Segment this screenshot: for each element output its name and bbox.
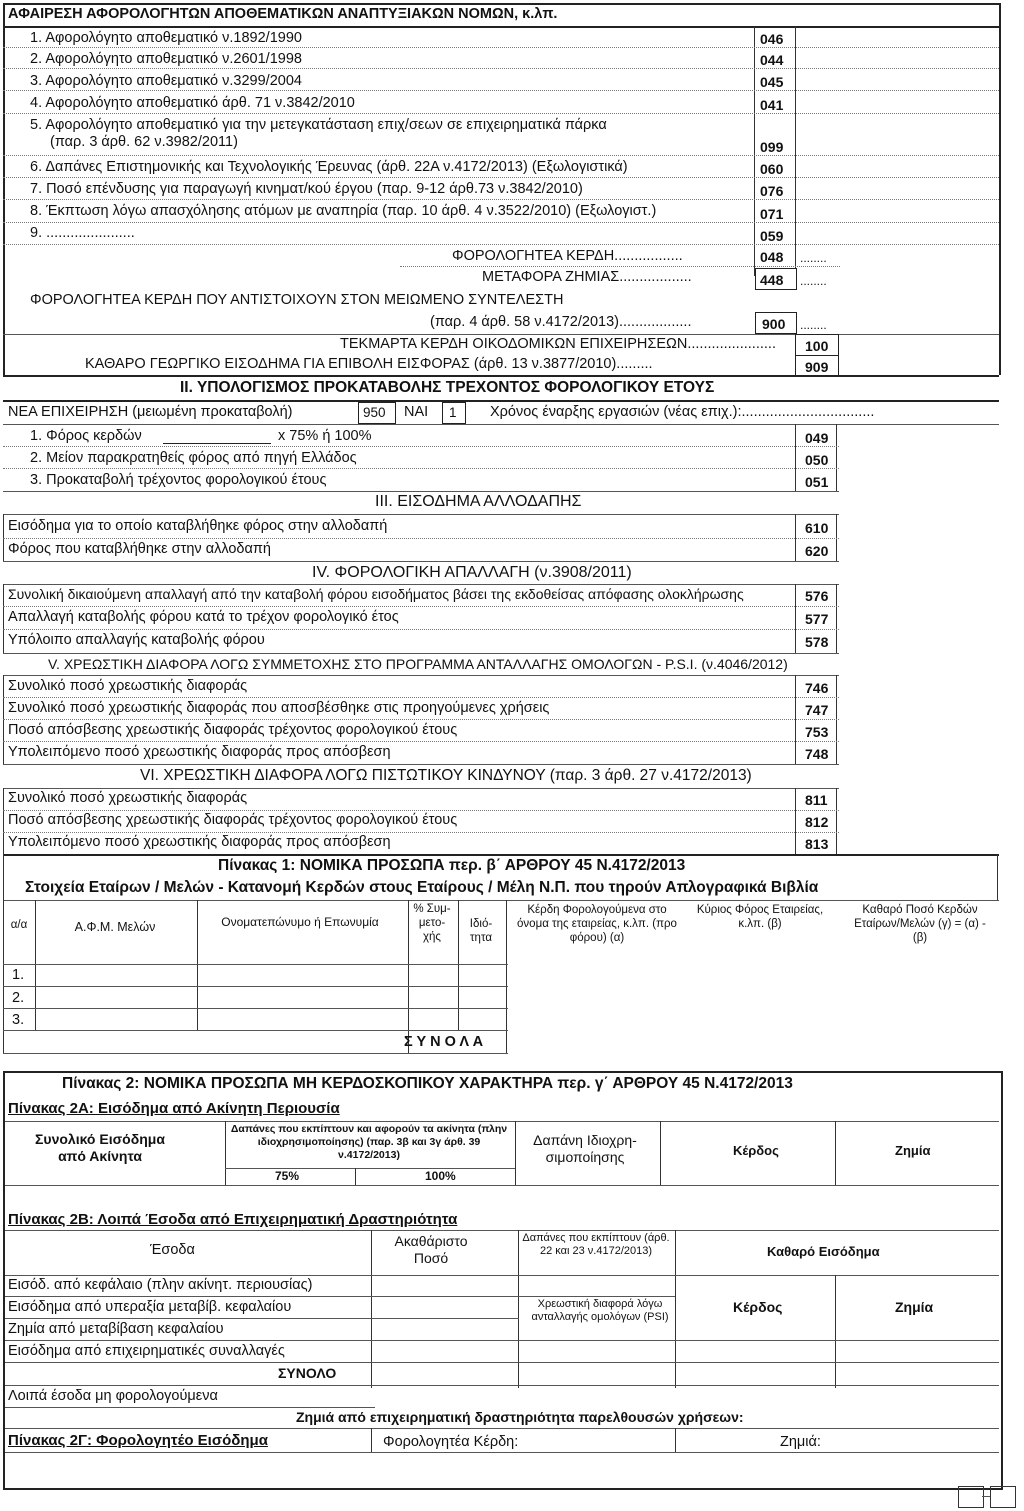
- reserve-row-3299: 3. Αφορολόγητο αποθεματικό ν.3299/2004: [30, 73, 302, 89]
- table2b-total: ΣΥΝΟΛΟ: [278, 1365, 337, 1381]
- col-name: Ονοματεπώνυμο ή Επωνυμία: [221, 915, 379, 929]
- code-577: 577: [805, 611, 829, 627]
- table2b-loss: Ζημία: [895, 1299, 934, 1315]
- reserve-row-relocation-ref: (παρ. 3 άρθ. 62 ν.3982/2011): [50, 134, 238, 150]
- credit-current-row: Ποσό απόσβεσης χρεωστικής διαφοράς τρέχοντος φορολογικού έτους: [8, 812, 458, 828]
- table2b-prev-loss: Ζημιά από επιχειρηματική δραστηριότητα παρελθουσών χρήσεων:: [296, 1409, 744, 1425]
- table2b-gross: Ακαθάριστο Ποσό: [394, 1233, 468, 1267]
- table2b-psi: Χρεωστική διαφορά λόγω ανταλλαγής ομολόγων (PSI): [531, 1298, 669, 1324]
- code-071: 071: [760, 206, 784, 222]
- code-812: 812: [805, 814, 829, 830]
- section-ii-title: ΙΙ. ΥΠΟΛΟΓΙΣΜΟΣ ΠΡΟΚΑΤΑΒΟΛΗΣ ΤΡΕΧΟΝΤΟΣ ΦΟΡΟΛΟΓΙΚΟΥ ΕΤΟΥΣ: [180, 379, 715, 396]
- foreign-tax-row: Φόρος που καταβλήθηκε στην αλλοδαπή: [8, 541, 271, 557]
- profit-tax-rate: x 75% ή 100%: [278, 428, 372, 444]
- col-profits: Κέρδη Φορολογούμενα στο όνομα της εταιρείας, κ.λπ. (προ φόρου) (α): [517, 904, 677, 945]
- code-610: 610: [805, 520, 829, 536]
- reduced-rate-ref: (παρ. 4 άρθ. 58 ν.4172/2013)..................: [430, 314, 692, 330]
- code-059: 059: [760, 228, 784, 244]
- table2b-row-capital-loss: Ζημία από μεταβίβαση κεφαλαίου: [8, 1321, 224, 1337]
- table2b-row-capital-gain: Εισόδημα από υπεραξία μεταβίβ. κεφαλαίου: [8, 1299, 292, 1315]
- code-099: 099: [760, 139, 784, 155]
- table2b-net: Καθαρό Εισόδημα: [767, 1244, 880, 1259]
- table2b-income: Έσοδα: [150, 1242, 195, 1258]
- disability-deduction-row: 8. Έκπτωση λόγω απασχόλησης ατόμων με αναπηρία (παρ. 10 άρθ. 4 ν.3522/2010) (Εξωλογιστ.): [30, 203, 657, 219]
- table1-row-2: 2.: [12, 990, 25, 1006]
- table2b-row-capital: Εισόδ. από κεφάλαιο (πλην ακίνητ. περιουσίας): [8, 1277, 313, 1293]
- table2c-taxable: Φορολογητέα Κέρδη:: [383, 1434, 519, 1450]
- code-049: 049: [805, 430, 829, 446]
- current-exemption-row: Απαλλαγή καταβολής φόρου κατά το τρέχον φορολογικό έτος: [8, 609, 399, 625]
- col-pct: % Συμ-μετο-χής: [413, 903, 451, 944]
- reserve-row-3842: 4. Αφορολόγητο αποθεματικό άρθ. 71 ν.3842/2010: [30, 95, 355, 111]
- start-year-label: Χρόνος έναρξης εργασιών (νέας επιχ.):.................................: [490, 404, 875, 420]
- code-050: 050: [805, 452, 829, 468]
- table1-title: Πίνακας 1: ΝΟΜΙΚΑ ΠΡΟΣΩΠΑ περ. β΄ ΑΡΘΡΟΥ 45 Ν.4172/2013: [218, 857, 686, 874]
- code-747: 747: [805, 702, 829, 718]
- table2b-title: Πίνακας 2Β: Λοιπά Έσοδα από Επιχειρηματική Δραστηριότητα: [8, 1211, 458, 1228]
- table2-title: Πίνακας 2: ΝΟΜΙΚΑ ΠΡΟΣΩΠΑ ΜΗ ΚΕΡΔΟΣΚΟΠΙΚΟΥ ΧΑΡΑΚΤΗΡΑ περ. γ΄ ΑΡΘΡΟΥ 45 Ν.4172/2013: [62, 1075, 793, 1092]
- new-business-label: ΝΕΑ ΕΠΙΧΕΙΡΗΣΗ (μειωμένη προκαταβολή): [8, 404, 293, 420]
- yes-value: 1: [449, 405, 457, 420]
- code-748: 748: [805, 746, 829, 762]
- dots-900: ........: [800, 318, 827, 332]
- reserve-row-2601: 2. Αφορολόγητο αποθεματικό ν.2601/1998: [30, 51, 302, 67]
- code-100: 100: [805, 338, 829, 354]
- credit-total-row: Συνολικό ποσό χρεωστικής διαφοράς: [8, 790, 248, 806]
- table1-row-3: 3.: [12, 1012, 25, 1028]
- col-afm: Α.Φ.Μ. Μελών: [74, 920, 156, 934]
- psi-current-row: Ποσό απόσβεσης χρεωστικής διαφοράς τρέχοντος φορολογικού έτους: [8, 722, 458, 738]
- table2b-other: Λοιπά έσοδα μη φορολογούμενα: [8, 1388, 218, 1404]
- code-576: 576: [805, 588, 829, 604]
- psi-prev-row: Συνολικό ποσό χρεωστικής διαφοράς που αποσβέσθηκε στις προηγούμενες χρήσεις: [8, 700, 550, 716]
- credit-remaining-row: Υπολειπόμενο ποσό χρεωστικής διαφοράς προς απόσβεση: [8, 834, 391, 850]
- table2a-total-income: Συνολικό Εισόδημα από Ακίνητα: [35, 1131, 165, 1165]
- page-mark-box-right: [990, 1486, 1016, 1508]
- table2a-loss: Ζημία: [895, 1143, 931, 1158]
- taxable-profits-label: ΦΟΡΟΛΟΓΗΤΕΑ ΚΕΡΔΗ.................: [452, 248, 683, 264]
- table2a-own-use: Δαπάνη Ιδιοχρη-σιμοποίησης: [533, 1132, 637, 1166]
- col-own: Ιδιό-τητα: [469, 918, 493, 945]
- code-076: 076: [760, 183, 784, 199]
- table2a-75: 75%: [275, 1169, 300, 1183]
- table2b-profit: Κέρδος: [733, 1299, 783, 1315]
- code-060: 060: [760, 161, 784, 177]
- table2b-row-business: Εισόδημα από επιχειρηματικές συναλλαγές: [8, 1343, 285, 1359]
- table2c-loss: Ζημιά:: [780, 1434, 821, 1450]
- film-investment-row: 7. Ποσό επένδυσης για παραγωγή κινηματ/κού έργου (παρ. 9-12 άρθ.73 ν.3842/2010): [30, 181, 583, 197]
- code-620: 620: [805, 543, 829, 559]
- table2b-deductible: Δαπάνες που εκπίπτουν (άρθ. 22 και 23 ν.4172/2013): [522, 1232, 670, 1258]
- dots-448: ........: [800, 274, 827, 288]
- psi-total-row: Συνολικό ποσό χρεωστικής διαφοράς: [8, 678, 248, 694]
- loss-carryforward-label: ΜΕΤΑΦΟΡΑ ΖΗΜΙΑΣ..................: [482, 269, 692, 285]
- remaining-exemption-row: Υπόλοιπο απαλλαγής καταβολής φόρου: [8, 632, 265, 648]
- profit-tax-row: 1. Φόρος κερδών: [30, 428, 142, 444]
- dots-048: ........: [800, 251, 827, 265]
- page-mark-link: [982, 1496, 990, 1497]
- section-vi-title: VI. ΧΡΕΩΣΤΙΚΗ ΔΙΑΦΟΡΑ ΛΟΓΩ ΠΙΣΤΩΤΙΚΟΥ ΚΙΝΔΥΝΟΥ (παρ. 3 άρθ. 27 ν.4172/2013): [140, 767, 752, 784]
- code-048: 048: [760, 249, 784, 265]
- table1-totals: Σ Υ Ν Ο Λ Α: [404, 1034, 484, 1050]
- code-448: 448: [760, 272, 784, 288]
- table2a-deductible: Δαπάνες που εκπίπτουν και αφορούν τα ακίνητα (πλην ιδιοχρησιμοποίησης) (παρ. 3β και 3γ άρθ. 39 ν.4172/2013): [230, 1123, 508, 1161]
- reserve-row-relocation: 5. Αφορολόγητο αποθεματικό για την μετεγκατάσταση επιχ/σεων σε επιχειρηματικά πάρκα: [30, 117, 607, 133]
- code-813: 813: [805, 836, 829, 852]
- col-tax: Κύριος Φόρος Εταιρείας, κ.λπ. (β): [696, 904, 824, 931]
- agri-income-label: ΚΑΘΑΡΟ ΓΕΩΡΓΙΚΟ ΕΙΣΟΔΗΜΑ ΓΙΑ ΕΠΙΒΟΛΗ ΕΙΣΦΟΡΑΣ (άρθ. 13 ν.3877/2010).........: [85, 356, 653, 372]
- code-909: 909: [805, 359, 829, 375]
- code-900: 900: [762, 316, 786, 332]
- advance-payment-row: 3. Προκαταβολή τρέχοντος φορολογικού έτους: [30, 472, 327, 488]
- code-746: 746: [805, 680, 829, 696]
- section-iv-title: ΙV. ΦΟΡΟΛΟΓΙΚΗ ΑΠΑΛΛΑΓΗ (ν.3908/2011): [312, 564, 632, 581]
- table2c-title: Πίνακας 2Γ: Φορολογητέο Εισόδημα: [8, 1432, 268, 1449]
- table1-row-1: 1.: [12, 967, 25, 983]
- withheld-tax-row: 2. Μείον παρακρατηθείς φόρος από πηγή Ελλάδος: [30, 450, 357, 466]
- code-578: 578: [805, 634, 829, 650]
- code-051: 051: [805, 474, 829, 490]
- table2a-100: 100%: [425, 1169, 456, 1183]
- code-045: 045: [760, 74, 784, 90]
- col-net: Καθαρό Ποσό Κερδών Εταίρων/Μελών (γ) = (α) - (β): [854, 904, 986, 945]
- code-041: 041: [760, 97, 784, 113]
- reserve-row-1092: 1. Αφορολόγητο αποθεματικό ν.1892/1990: [30, 30, 302, 46]
- table1-subtitle: Στοιχεία Εταίρων / Μελών - Κατανομή Κερδών στους Εταίρους / Μέλη Ν.Π. που τηρούν Απλογραφικά Βιβλία: [25, 879, 819, 896]
- yes-label: ΝΑΙ: [404, 404, 429, 420]
- table2a-title: Πίνακας 2Α: Εισόδημα από Ακίνητη Περιουσία: [8, 1100, 340, 1117]
- deemed-profits-label: ΤΕΚΜΑΡΤΑ ΚΕΡΔΗ ΟΙΚΟΔΟΜΙΚΩΝ ΕΠΙΧΕΙΡΗΣΕΩΝ......................: [340, 336, 776, 352]
- section-title: ΑΦΑΙΡΕΣΗ ΑΦΟΡΟΛΟΓΗΤΩΝ ΑΠΟΘΕΜΑΤΙΚΩΝ ΑΝΑΠΤΥΞΙΑΚΩΝ ΝΟΜΩΝ, κ.λπ.: [8, 6, 558, 22]
- other-row-9: 9. ......................: [30, 225, 135, 241]
- code-044: 044: [760, 52, 784, 68]
- page-mark-box-left: [958, 1486, 984, 1508]
- code-811: 811: [805, 792, 828, 808]
- col-aa: α/α: [10, 919, 28, 931]
- code-753: 753: [805, 724, 829, 740]
- table2a-profit: Κέρδος: [733, 1143, 779, 1158]
- foreign-income-row: Εισόδημα για το οποίο καταβλήθηκε φόρος στην αλλοδαπή: [8, 518, 388, 534]
- section-v-title: V. ΧΡΕΩΣΤΙΚΗ ΔΙΑΦΟΡΑ ΛΟΓΩ ΣΥΜΜΕΤΟΧΗΣ ΣΤΟ ΠΡΟΓΡΑΜΜΑ ΑΝΤΑΛΛΑΓΗΣ ΟΜΟΛΟΓΩΝ - P.S.I. (ν.4046/2012): [48, 656, 788, 672]
- total-exemption-row: Συνολική δικαιούμενη απαλλαγή από την καταβολή φόρου εισοδήματος βάσει της εκδοθείσας απόφασης ολοκλήρωσης: [8, 586, 744, 602]
- code-950: 950: [363, 405, 386, 420]
- reduced-rate-label: ΦΟΡΟΛΟΓΗΤΕΑ ΚΕΡΔΗ ΠΟΥ ΑΝΤΙΣΤΟΙΧΟΥΝ ΣΤΟΝ ΜΕΙΩΜΕΝΟ ΣΥΝΤΕΛΕΣΤΗ: [30, 292, 564, 308]
- research-expenses-row: 6. Δαπάνες Επιστημονικής και Τεχνολογικής Έρευνας (άρθ. 22Α ν.4172/2013) (Εξωλογιστικά): [30, 159, 628, 175]
- section-iii-title: ΙΙΙ. ΕΙΣΟΔΗΜΑ ΑΛΛΟΔΑΠΗΣ: [375, 493, 582, 510]
- psi-remaining-row: Υπολειπόμενο ποσό χρεωστικής διαφοράς προς απόσβεση: [8, 744, 391, 760]
- code-046: 046: [760, 31, 784, 47]
